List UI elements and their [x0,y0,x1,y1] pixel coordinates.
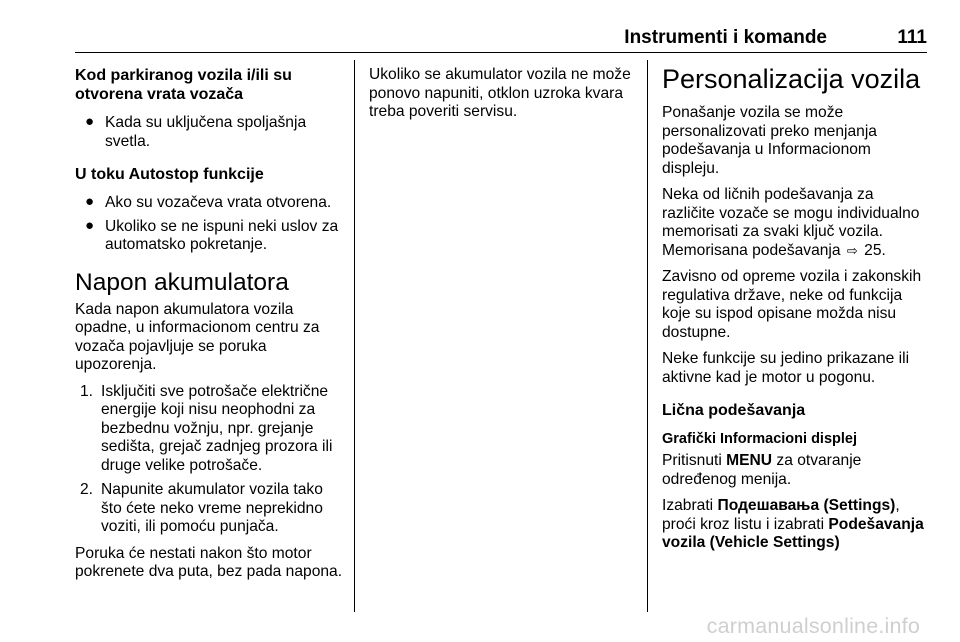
paragraph-4: Neke funkcije su jedino prikazane ili aktivne kad je motor u pogonu. [662,350,910,386]
vehicle-settings-label: Podešavanja vozila (Vehicle Settings) [662,515,924,551]
page-reference-icon: ⇨ [846,242,858,258]
heading-autostop: U toku Autostop funkcije [75,166,264,183]
paragraph-poruka: Poruka će nestati nakon što motor pokrenete dva puta, bez pada napona. [75,544,343,580]
paragraph-3: Zavisno od opreme vozila i zakonskih regulativa države, neke od funkcija koje su ispod opisane možda nisu dostupne. [662,268,922,341]
paragraph-1: Ponašanje vozila se može personalizovati preko menjanja podešavanja u Informacionom displeju. [662,104,877,177]
list-item: 2. Napunite akumulator vozila tako što ćete neko vreme neprekidno voziti, ili pomoću punjača. [80,481,323,535]
bullet-icon: ● [85,113,95,130]
settings-label: Подешавања (Settings) [717,497,896,514]
column-divider-1 [354,60,355,612]
heading-napon: Napon akumulatora [75,268,289,296]
paragraph-6: Izabrati Подешавања (Settings), proći kroz listu i izabrati Podešavanja vozila (Vehicle Settings) [662,497,924,551]
page-header [75,22,927,53]
column-2 [369,66,635,130]
heading-licna: Lična podešavanja [662,402,806,419]
paragraph-2: Neka od ličnih podešavanja za različite vozače se mogu individualno memorisati za svaki ključ vozila. Memorisana podešavanja ⇨ 25. [662,186,920,259]
column-divider-2 [647,60,648,612]
column-1 [75,66,347,590]
paragraph-napon: Kada napon akumulatora vozila opadne, u informacionom centru za vozača pojavljuje se poruka upozorenja. [75,300,320,373]
heading-graficki: Grafički Informacioni displej [662,431,857,447]
page-number: 111 [897,27,927,48]
list-item: ● Ako su vozačeva vrata otvorena. [85,193,332,211]
bullet-icon: ● [85,216,95,234]
paragraph-servis: Ukoliko se akumulator vozila ne može ponovo napuniti, otklon uzroka kvara treba poveriti servisu. [369,66,631,120]
list-item: ● Kada su uključena spoljašnja svetla. [85,113,307,150]
heading-personalizacija: Personalizacija vozila [662,64,921,94]
menu-label: MENU [726,452,773,469]
list-item: ● Ukoliko se ne ispuni neki uslov za automatsko pokretanje. [85,216,339,253]
header-title: Instrumenti i komande [624,27,827,48]
list-item: 1. Isključiti sve potrošače električne energije koji nisu neophodni za bezbednu vožnju, npr. grejanje sedišta, grejač zadnjeg prozora ili druge velike potrošače. [80,382,333,474]
column-3 [662,66,930,561]
paragraph-5: Pritisnuti MENU za otvaranje određenog menija. [662,452,862,488]
steps-list [75,383,347,537]
autostop-bullet-list [75,194,347,255]
bullet-icon: ● [85,193,95,210]
watermark-footer: carmanualsonline.info [706,614,920,638]
parking-bullet-list [75,114,347,151]
heading-parking: Kod parkiranog vozila i/ili su otvorena vrata vozača [75,67,292,103]
